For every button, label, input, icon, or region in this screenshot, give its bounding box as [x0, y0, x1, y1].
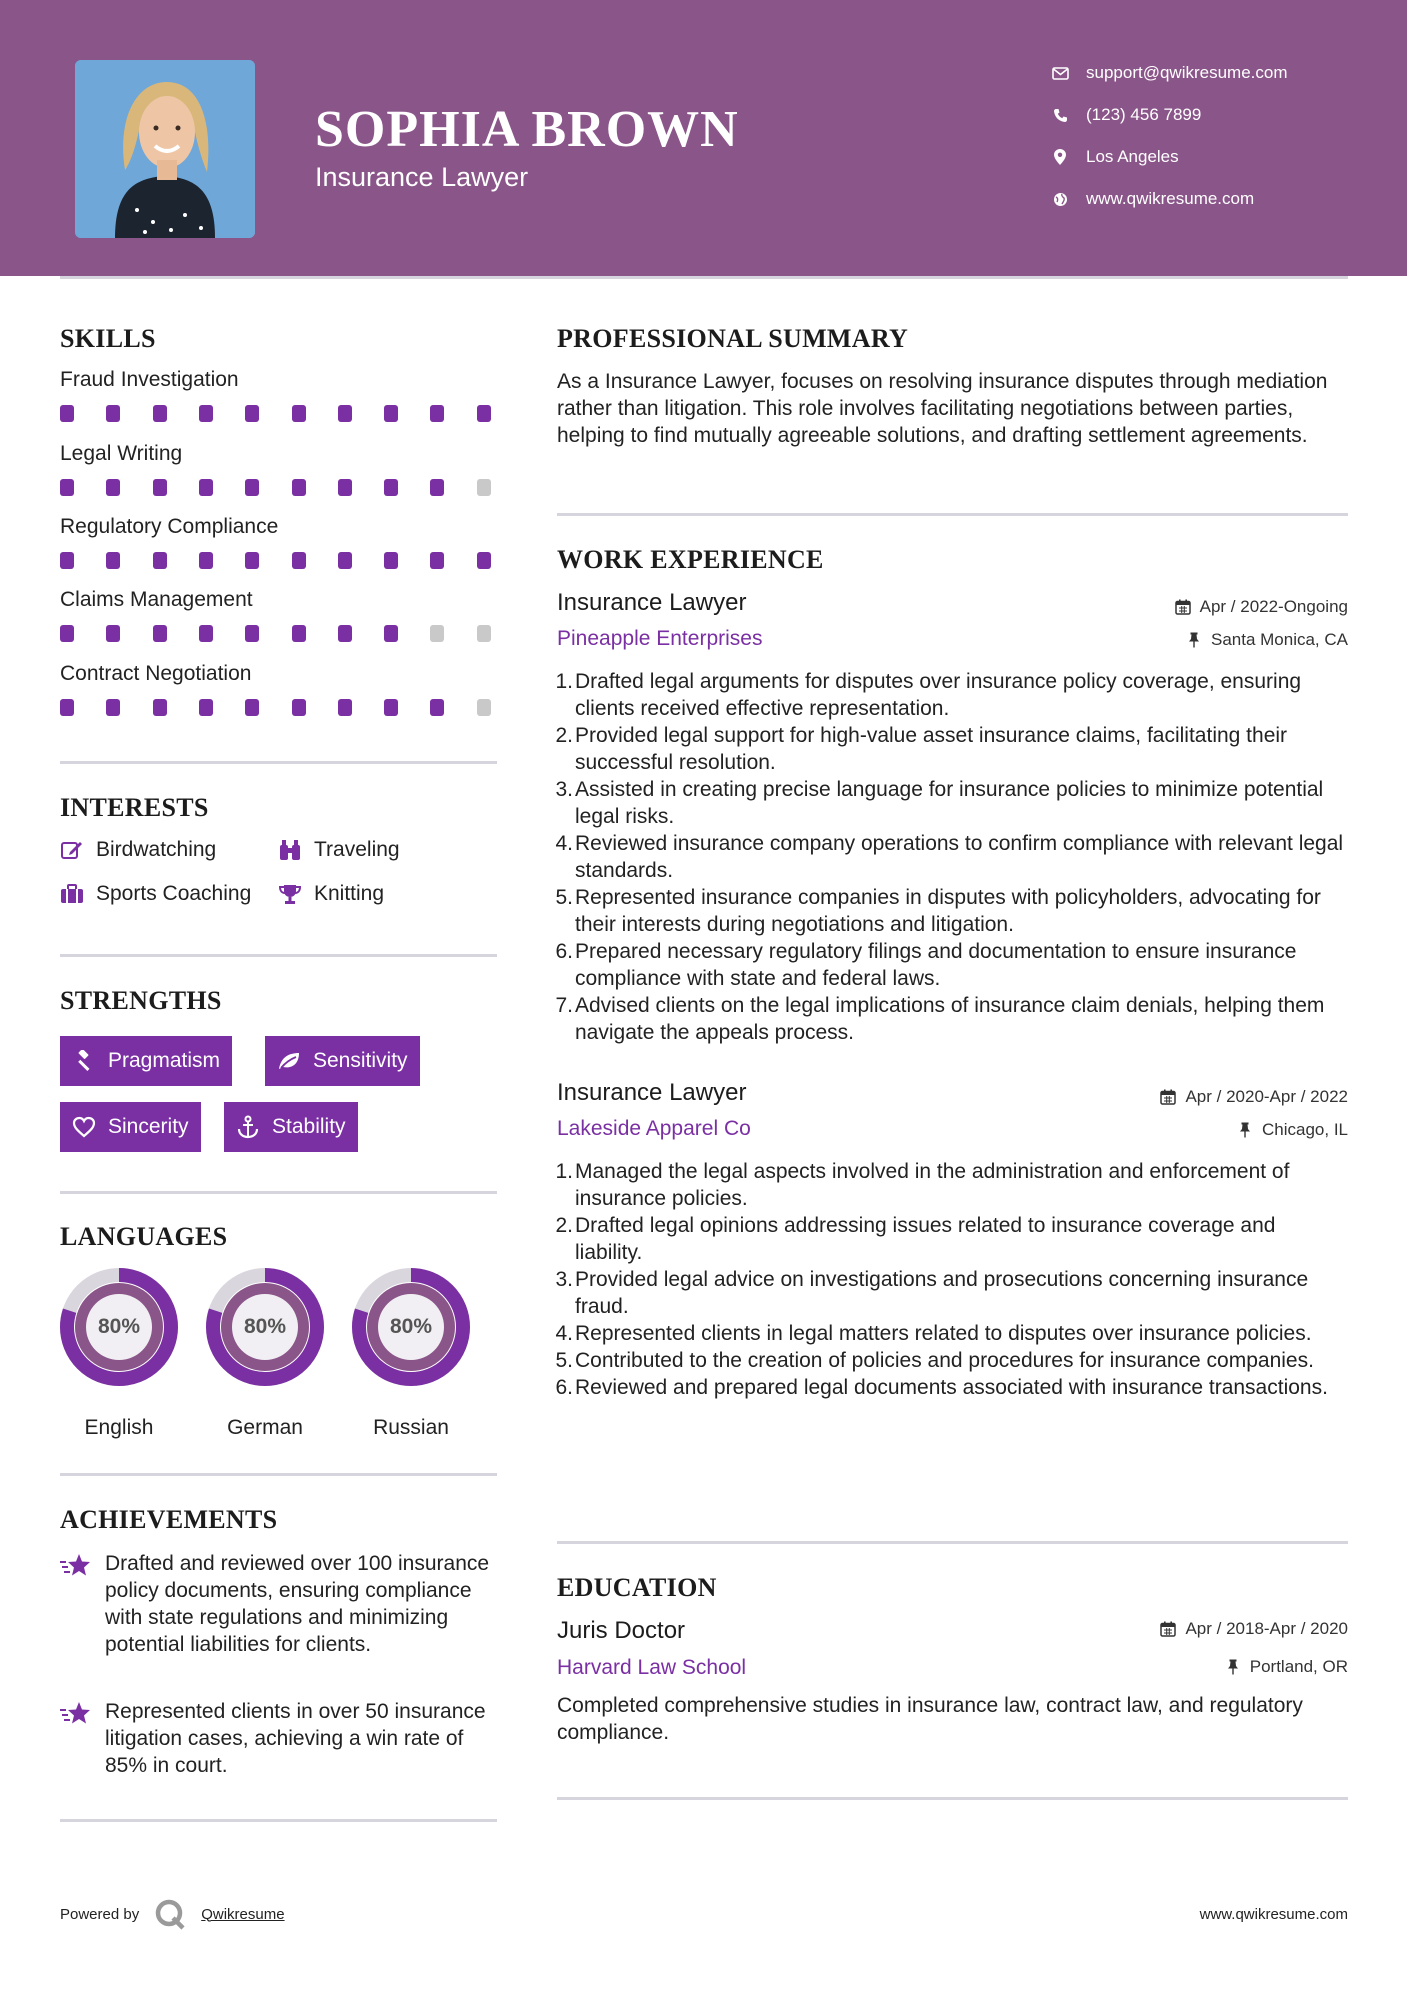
achievement-text: Drafted and reviewed over 100 insurance policy documents, ensuring compliance with state regulations and minimizing potential liabilities for clients.: [105, 1552, 490, 1656]
list-item: 3. Assisted in creating precise language for insurance policies to minimize potential legal risks.: [555, 778, 1324, 828]
contact-email-text: support@qwikresume.com: [1086, 63, 1288, 82]
skills-heading: SKILLS: [60, 324, 156, 353]
interest-item: [60, 882, 251, 906]
leaf-icon: [277, 1049, 301, 1073]
skill-name: Contract Negotiation: [60, 662, 252, 685]
achievement-text: Represented clients in over 50 insurance litigation cases, achieving a win rate of 85% in court.: [105, 1700, 486, 1777]
skill-rating: [60, 552, 500, 570]
list-item: 6. Prepared necessary regulatory filings and documentation to ensure insurance compliance with state and federal laws.: [555, 940, 1297, 990]
education-date: [1159, 1619, 1348, 1639]
contact-info: [1050, 52, 1380, 220]
list-item: 6. Reviewed and prepared legal documents associated with insurance transactions.: [555, 1376, 1328, 1399]
interest-label: Sports Coaching: [96, 882, 252, 905]
interest-item: [60, 838, 216, 862]
strength-label: Sincerity: [108, 1115, 189, 1138]
skill-dot-filled: [384, 625, 398, 642]
skill-dot-filled: [292, 625, 306, 642]
skill-dot-filled: [60, 699, 74, 716]
skill-dot-filled: [199, 479, 213, 496]
summary-heading: PROFESSIONAL SUMMARY: [557, 324, 909, 353]
header-divider: [60, 276, 1348, 279]
contact-location: [1050, 136, 1380, 178]
skill-dot-filled: [338, 625, 352, 642]
star-award-icon: [60, 1700, 92, 1728]
list-item: 3. Provided legal advice on investigations and prosecutions concerning insurance fraud.: [555, 1268, 1309, 1318]
job-location-text: Chicago, IL: [1262, 1120, 1348, 1139]
language-name: Russian: [373, 1416, 449, 1439]
edit-icon: [60, 838, 84, 862]
education-heading: EDUCATION: [557, 1573, 717, 1602]
star-award-icon: [60, 1552, 92, 1580]
skill-dot-filled: [106, 552, 120, 569]
job-bullets: [557, 1158, 1347, 1401]
globe-icon: [1050, 189, 1070, 209]
job-location: [1236, 1120, 1348, 1140]
list-item: 2. Drafted legal opinions addressing issues related to insurance coverage and liability.: [555, 1214, 1276, 1264]
candidate-name: SOPHIA BROWN: [315, 101, 739, 158]
language-item: [58, 1266, 180, 1439]
skill-dot-filled: [292, 479, 306, 496]
job-date: [1159, 1087, 1348, 1107]
skill-dot-filled: [245, 479, 259, 496]
strength-badge: [60, 1036, 232, 1086]
skill-dot-filled: [477, 552, 491, 569]
phone-icon: [1050, 105, 1070, 125]
achievement-item: [60, 1550, 500, 1690]
skill-rating: [60, 479, 500, 497]
skill-dot-filled: [245, 699, 259, 716]
skill-dot-empty: [477, 479, 491, 496]
skill-dot-filled: [199, 625, 213, 642]
skill-name: Legal Writing: [60, 442, 183, 465]
experience-heading: WORK EXPERIENCE: [557, 545, 824, 574]
skill-dot-filled: [106, 699, 120, 716]
section-divider: [60, 954, 497, 957]
contact-phone-text: (123) 456 7899: [1086, 105, 1202, 124]
pushpin-icon: [1236, 1121, 1254, 1139]
skill-rating: [60, 405, 500, 423]
section-divider: [557, 1797, 1348, 1800]
section-divider: [60, 761, 497, 764]
job-date: [1174, 597, 1348, 617]
skill-dot-filled: [292, 552, 306, 569]
strength-label: Sensitivity: [313, 1049, 408, 1072]
language-percent: 80%: [97, 1315, 141, 1338]
briefcase-icon: [60, 882, 84, 906]
skill-dot-filled: [106, 479, 120, 496]
education-date-text: Apr / 2018-Apr / 2020: [1185, 1619, 1348, 1638]
skill-dot-filled: [384, 479, 398, 496]
language-percent: 80%: [243, 1315, 287, 1338]
interest-label: Traveling: [314, 838, 400, 861]
skill-dot-filled: [153, 699, 167, 716]
strength-badge: [60, 1102, 201, 1152]
skill-dot-filled: [60, 552, 74, 569]
languages-heading: LANGUAGES: [60, 1222, 228, 1251]
strength-badge: [224, 1102, 358, 1152]
skill-dot-filled: [60, 479, 74, 496]
calendar-icon: [1159, 1088, 1177, 1106]
resume-header: [0, 0, 1407, 276]
list-item: 4. Reviewed insurance company operations to confirm compliance with relevant legal standards.: [555, 832, 1344, 882]
job-date-text: Apr / 2022-Ongoing: [1199, 597, 1348, 616]
skill-dot-filled: [384, 699, 398, 716]
skill-dot-filled: [60, 405, 74, 422]
language-item: [350, 1266, 472, 1439]
language-name: English: [84, 1416, 154, 1439]
contact-website-text: www.qwikresume.com: [1086, 189, 1255, 208]
interests-heading: INTERESTS: [60, 793, 209, 822]
education-location: [1224, 1657, 1348, 1677]
skill-name: Claims Management: [60, 588, 253, 611]
skill-dot-filled: [384, 552, 398, 569]
skill-dot-filled: [199, 699, 213, 716]
strength-badge: [265, 1036, 420, 1086]
list-item: 1. Drafted legal arguments for disputes over insurance policy coverage, ensuring clients received effective representation.: [555, 670, 1302, 720]
heart-icon: [72, 1115, 96, 1139]
skill-dot-empty: [477, 625, 491, 642]
contact-website[interactable]: [1050, 178, 1380, 220]
skill-dot-filled: [199, 552, 213, 569]
profile-photo-image: [75, 60, 255, 238]
interest-item: [278, 882, 384, 906]
section-divider: [557, 513, 1348, 516]
list-item: 4. Represented clients in legal matters related to disputes over insurance policies.: [555, 1322, 1312, 1345]
calendar-icon: [1174, 598, 1192, 616]
skill-name: Fraud Investigation: [60, 368, 239, 391]
job-location: [1185, 630, 1348, 650]
pushpin-icon: [1224, 1658, 1242, 1676]
skill-dot-filled: [430, 479, 444, 496]
skill-dot-filled: [153, 405, 167, 422]
envelope-icon: [1050, 63, 1070, 83]
section-divider: [60, 1191, 497, 1194]
job-date-text: Apr / 2020-Apr / 2022: [1185, 1087, 1348, 1106]
job-title: Insurance Lawyer: [557, 589, 747, 616]
degree-title: Juris Doctor: [557, 1617, 686, 1644]
company-name: Lakeside Apparel Co: [557, 1117, 751, 1140]
skill-name: Regulatory Compliance: [60, 515, 279, 538]
section-divider: [60, 1819, 497, 1822]
anchor-icon: [236, 1115, 260, 1139]
qwikresume-logo-icon: [153, 1897, 187, 1931]
skill-dot-filled: [292, 699, 306, 716]
education-location-text: Portland, OR: [1249, 1657, 1348, 1676]
contact-phone[interactable]: [1050, 94, 1380, 136]
skill-rating: [60, 699, 500, 717]
skill-dot-filled: [338, 479, 352, 496]
skill-dot-filled: [292, 405, 306, 422]
list-item: 1. Managed the legal aspects involved in the administration and enforcement of insurance policies.: [555, 1160, 1290, 1210]
strength-label: Stability: [272, 1115, 346, 1138]
skill-dot-filled: [245, 625, 259, 642]
list-item: 5. Represented insurance companies in disputes with policyholders, advocating for their interests during negotiations and litigation.: [555, 886, 1321, 936]
skill-dot-filled: [384, 405, 398, 422]
interest-item: [278, 838, 400, 862]
job-title: Insurance Lawyer: [557, 1079, 747, 1106]
section-divider: [60, 1473, 497, 1476]
skill-dot-filled: [153, 625, 167, 642]
list-item: 2. Provided legal support for high-value asset insurance claims, facilitating their successful resolution.: [555, 724, 1288, 774]
skill-dot-filled: [245, 552, 259, 569]
trophy-icon: [278, 882, 302, 906]
skill-dot-filled: [106, 625, 120, 642]
powered-by-label: Powered by: [60, 1905, 140, 1923]
achievements-heading: ACHIEVEMENTS: [60, 1505, 278, 1534]
pushpin-icon: [1185, 631, 1203, 649]
list-item: 5. Contributed to the creation of policies and procedures for insurance companies.: [555, 1349, 1314, 1372]
calendar-icon: [1159, 1620, 1177, 1638]
job-bullets: [557, 668, 1347, 1046]
qwikresume-link[interactable]: Qwikresume: [201, 1905, 285, 1923]
strengths-heading: STRENGTHS: [60, 986, 222, 1015]
skill-dot-filled: [477, 405, 491, 422]
skill-dot-filled: [153, 479, 167, 496]
contact-location-text: Los Angeles: [1086, 147, 1179, 166]
footer-powered-by: [60, 1897, 285, 1931]
contact-email[interactable]: [1050, 52, 1380, 94]
summary-text: As a Insurance Lawyer, focuses on resolving insurance disputes through mediation rather than litigation. This role involves facilitating negotiations between parties, helping to find mutually agreeable solutions, and drafting settlement agreements.: [557, 370, 1328, 447]
gavel-icon: [72, 1049, 96, 1073]
strength-label: Pragmatism: [108, 1049, 221, 1072]
interest-label: Knitting: [314, 882, 385, 905]
skill-dot-filled: [153, 552, 167, 569]
location-pin-icon: [1050, 147, 1070, 167]
footer-website[interactable]: www.qwikresume.com: [1199, 1906, 1348, 1923]
language-name: German: [227, 1416, 303, 1439]
skill-dot-filled: [430, 699, 444, 716]
skill-dot-empty: [477, 699, 491, 716]
profile-photo: [75, 60, 255, 238]
skill-dot-filled: [430, 405, 444, 422]
achievement-item: [60, 1698, 500, 1788]
school-name: Harvard Law School: [557, 1656, 747, 1679]
skill-dot-empty: [430, 625, 444, 642]
skill-dot-filled: [106, 405, 120, 422]
language-percent: 80%: [389, 1315, 433, 1338]
company-name: Pineapple Enterprises: [557, 627, 763, 650]
interest-label: Birdwatching: [96, 838, 217, 861]
candidate-title: Insurance Lawyer: [315, 162, 529, 192]
skill-dot-filled: [430, 552, 444, 569]
skill-dot-filled: [338, 552, 352, 569]
language-item: [204, 1266, 326, 1439]
skill-dot-filled: [338, 699, 352, 716]
binoculars-icon: [278, 838, 302, 862]
skill-dot-filled: [338, 405, 352, 422]
skill-dot-filled: [245, 405, 259, 422]
skill-dot-filled: [199, 405, 213, 422]
list-item: 7. Advised clients on the legal implications of insurance claim denials, helping them navigate the appeals process.: [555, 994, 1325, 1044]
skill-dot-filled: [60, 625, 74, 642]
skill-rating: [60, 625, 500, 643]
section-divider: [557, 1541, 1348, 1544]
education-text: Completed comprehensive studies in insurance law, contract law, and regulatory compliance.: [557, 1694, 1303, 1744]
job-location-text: Santa Monica, CA: [1210, 630, 1348, 649]
